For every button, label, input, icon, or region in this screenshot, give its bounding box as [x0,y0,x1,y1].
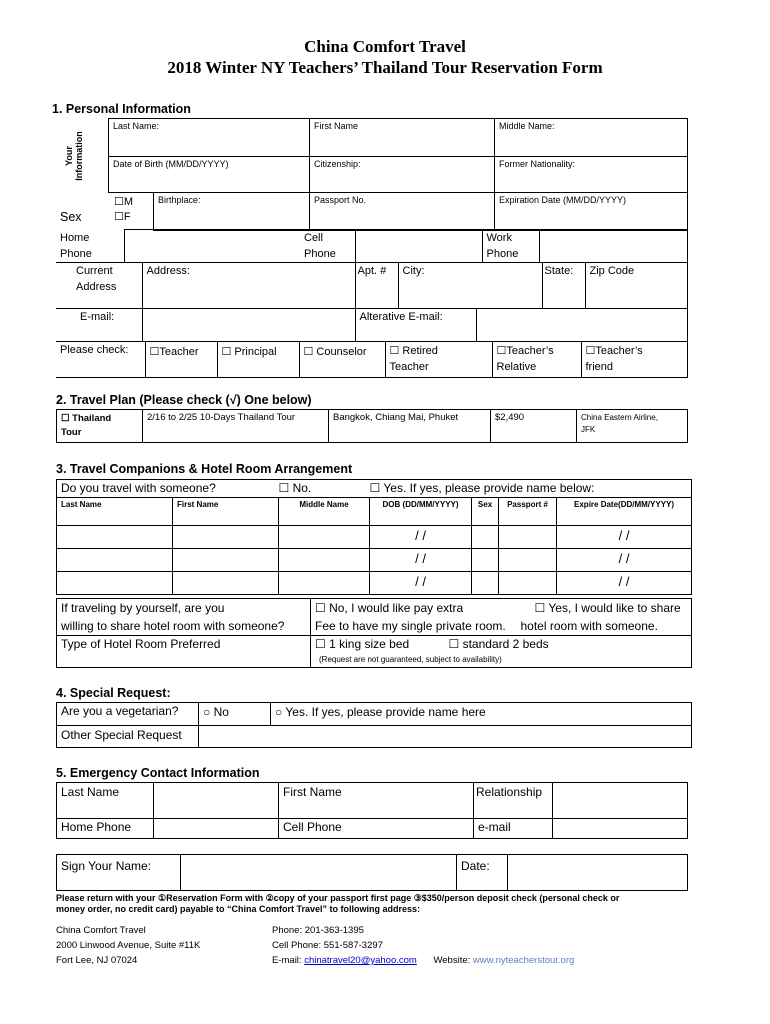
counselor-checkbox[interactable]: ☐ Counselor [299,342,385,378]
col-sex: Sex [472,498,499,526]
email-label: E-mail: [272,955,305,966]
share-room-yes-checkbox[interactable]: ☐ Yes, I would like to share hotel room with someone. [519,599,692,636]
website-link[interactable]: www.nyteacherstour.org [472,955,575,966]
personal-info-top-table [108,118,688,193]
occupation-table [56,341,688,378]
vegetarian-no-radio[interactable]: ○ No [199,703,271,726]
company-name: China Comfort Travel [56,925,146,936]
table-row [57,526,692,549]
ec-last-name-label: Last Name [57,783,154,819]
ec-cell-phone-label: Cell Phone [283,820,342,834]
companion-first-name-cell[interactable] [173,549,279,572]
sign-date-field[interactable] [508,855,688,891]
companion-dob-cell[interactable]: / / [370,549,472,572]
other-request-field[interactable] [199,726,692,748]
mailing-address [56,923,200,968]
col-expire-date: Expire Date(DD/MM/YYYY) [557,498,692,526]
tour-cities: Bangkok, Chiang Mai, Phuket [329,410,491,443]
share-room-question: If traveling by yourself, are you willing to share hotel room with someone? [57,599,311,636]
retired-teacher-checkbox[interactable]: ☐ Retired Teacher [385,342,492,378]
table-row [57,572,692,595]
section-4-heading: 4. Special Request: [56,686,171,700]
ec-first-name-label: First Name [283,785,342,799]
vegetarian-question: Are you a vegetarian? [57,703,199,726]
companion-passport-cell[interactable] [499,549,557,572]
col-passport: Passport # [499,498,557,526]
travel-with-someone-question: Do you travel with someone? ☐ No. [57,480,370,498]
phone-table [56,229,688,263]
companion-sex-cell[interactable] [472,526,499,549]
companion-last-name-cell[interactable] [57,526,173,549]
ec-email-label: e-mail [474,819,553,839]
state-label: State: [544,265,574,277]
companion-expire-cell[interactable]: / / [557,572,692,595]
dob-label: Date of Birth (MM/DD/YYYY) [113,159,229,169]
companion-expire-cell[interactable]: / / [557,549,692,572]
last-name-field[interactable] [109,119,310,157]
companion-dob-cell[interactable]: / / [370,572,472,595]
expiration-field[interactable] [495,193,688,231]
birthplace-field[interactable] [154,193,310,231]
ec-last-name-field[interactable] [154,783,279,819]
zip-field[interactable] [585,263,687,309]
companion-sex-cell[interactable] [472,572,499,595]
ec-relationship-field[interactable] [553,783,688,819]
king-bed-checkbox[interactable]: ☐ 1 king size bed [315,637,410,651]
companion-expire-cell[interactable]: / / [557,526,692,549]
sex-f-checkbox[interactable]: ☐F [114,211,131,223]
ec-home-phone-field[interactable] [154,819,279,839]
contact-info [272,923,692,968]
email-link[interactable]: chinatravel20@yahoo.com [304,955,417,966]
cell-phone-label: Cell Phone [300,230,355,263]
zip-label: Zip Code [589,265,635,277]
expiration-label: Expiration Date (MM/DD/YYYY) [499,195,627,205]
home-phone-field[interactable] [124,230,300,263]
your-information-label: Your Information [64,131,84,181]
ec-relationship-label: Relationship [474,783,553,819]
please-check-label: Please check: [56,342,145,378]
citizenship-label: Citizenship: [314,159,361,169]
companion-passport-cell[interactable] [499,572,557,595]
ec-email-field[interactable] [553,819,688,839]
hotel-table [56,598,692,668]
email-field[interactable] [142,309,355,342]
tour-price: $2,490 [491,410,577,443]
cell-phone-field[interactable] [355,230,482,263]
col-first-name: First Name [173,498,279,526]
ec-home-phone-label: Home Phone [57,819,154,839]
former-nationality-label: Former Nationality: [499,159,576,169]
room-note: (Request are not guaranteed, subject to availability) [319,655,502,664]
first-name-label: First Name [314,121,359,131]
teacher-checkbox[interactable]: ☐Teacher [145,342,217,378]
table-row [57,549,692,572]
sex-label: Sex [60,210,82,224]
room-type-label: Type of Hotel Room Preferred [57,636,311,668]
alt-email-field[interactable] [476,309,687,342]
companions-table [56,479,692,595]
return-instructions: Please return with your ①Reservation Form with ②copy of your passport first page ③$350/person deposit check (personal check or money order, no credit card) payable to “China Comfort Travel” to following address: [56,893,620,914]
address-label: Address: [146,265,190,277]
current-address-label: Current Address [56,263,142,309]
middle-name-field[interactable] [495,119,688,157]
teacher-friend-checkbox[interactable]: ☐Teacher’s friend [581,342,687,378]
thailand-tour-checkbox[interactable]: ☐ Thailand Tour [57,410,143,443]
first-name-field[interactable] [310,119,495,157]
apt-label: Apt. # [357,265,387,277]
email-table [56,308,688,342]
companion-dob-cell[interactable]: / / [370,526,472,549]
teacher-relative-checkbox[interactable]: ☐Teacher’s Relative [492,342,581,378]
passport-field[interactable] [310,193,495,231]
cell-number: Cell Phone: 551-587-3297 [272,940,383,951]
companion-middle-name-cell[interactable] [279,549,370,572]
personal-info-birth-table [153,192,688,231]
dob-field[interactable] [109,157,310,193]
emergency-table [56,782,688,839]
form-subtitle: 2018 Winter NY Teachers’ Thailand Tour Reservation Form [167,58,603,77]
sign-name-label: Sign Your Name: [57,855,181,891]
last-name-label: Last Name: [113,121,160,131]
citizenship-field[interactable] [310,157,495,193]
companion-first-name-cell[interactable] [173,526,279,549]
companion-first-name-cell[interactable] [173,572,279,595]
travel-yes-checkbox[interactable]: ☐ Yes. If yes, please provide name below: [370,480,692,498]
middle-name-label: Middle Name: [499,121,555,131]
companion-last-name-cell[interactable] [57,572,173,595]
city-address: Fort Lee, NJ 07024 [56,955,138,966]
work-phone-label: Work Phone [482,230,539,263]
companion-passport-cell[interactable] [499,526,557,549]
standard-beds-checkbox[interactable]: ☐ standard 2 beds [448,637,549,651]
col-last-name: Last Name [57,498,173,526]
section-1-heading: 1. Personal Information [52,102,191,116]
other-request-label: Other Special Request [57,726,199,748]
principal-checkbox[interactable]: ☐ Principal [217,342,299,378]
apt-field[interactable] [355,263,398,309]
birthplace-label: Birthplace: [158,195,201,205]
section-2-heading: 2. Travel Plan (Please check (√) One below) [56,393,312,407]
address-table [56,262,688,309]
room-type-options [311,636,692,668]
companion-middle-name-cell[interactable] [279,526,370,549]
ec-cell-phone-field[interactable] [279,819,474,839]
email-label: E-mail: [56,309,142,342]
companion-middle-name-cell[interactable] [279,572,370,595]
work-phone-field[interactable] [539,230,687,263]
vegetarian-yes-radio[interactable]: ○ Yes. If yes, please provide name here [271,703,692,726]
col-middle-name: Middle Name [279,498,370,526]
city-label: City: [402,265,425,277]
alt-email-label: Alterative E-mail: [355,309,476,342]
phone-number: Phone: 201-363-1395 [272,925,364,936]
former-nationality-field[interactable] [495,157,688,193]
section-3-heading: 3. Travel Companions & Hotel Room Arrangement [56,462,353,476]
passport-label: Passport No. [314,195,367,205]
companion-sex-cell[interactable] [472,549,499,572]
state-field[interactable] [542,263,585,309]
share-room-no-checkbox[interactable]: ☐ No, I would like pay extra Fee to have my single private room. [311,599,519,636]
street-address: 2000 Linwood Avenue, Suite #11K [56,940,201,951]
tour-airline: China Eastern Airline, JFK [577,410,688,443]
companion-last-name-cell[interactable] [57,549,173,572]
home-phone-label: Home Phone [60,231,92,260]
sign-date-label: Date: [457,855,508,891]
ec-first-name-field[interactable] [279,783,474,819]
sign-name-field[interactable] [181,855,457,891]
tour-dates: 2/16 to 2/25 10-Days Thailand Tour [143,410,329,443]
sex-m-checkbox[interactable]: ☐M [114,196,134,208]
section-5-heading: 5. Emergency Contact Information [56,766,260,780]
form-title: China Comfort Travel [304,37,466,56]
travel-plan-table [56,409,688,443]
travel-no-checkbox[interactable]: ☐ No. [278,481,312,495]
website-label: Website: [433,955,473,966]
signature-table [56,854,688,891]
col-dob: DOB (DD/MM/YYYY) [370,498,472,526]
special-request-table [56,702,692,748]
address-field[interactable] [142,263,355,309]
city-field[interactable] [398,263,542,309]
